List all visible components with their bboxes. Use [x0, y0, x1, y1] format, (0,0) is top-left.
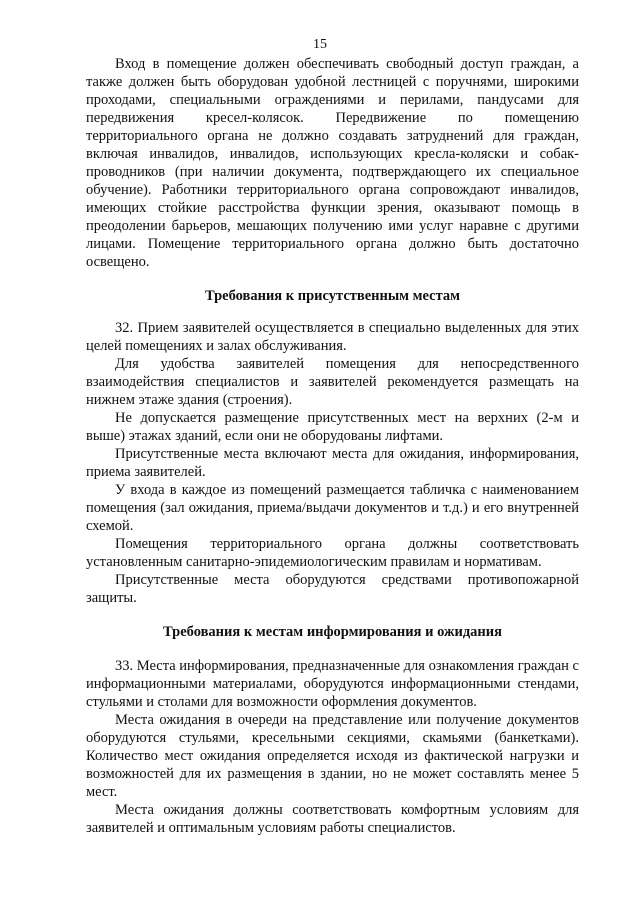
- paragraph-33: 33. Места информирования, предназначенные для ознакомления граждан с информационными материалами, оборудуются информационными стендами, стульями и столами для возможности оформления документов.: [86, 658, 579, 710]
- paragraph-32: 32. Прием заявителей осуществляется в специально выделенных для этих целей помещениях и залах обслуживания.: [86, 320, 579, 354]
- section-heading-information-waiting: Требования к местам информирования и ожидания: [163, 624, 502, 640]
- paragraph-entrance-sign: У входа в каждое из помещений размещается табличка с наименованием помещения (зал ожидания, приема/выдачи документов и т.д.) и его внутренней схемой.: [86, 482, 579, 534]
- document-body: [86, 55, 579, 837]
- paragraph-waiting-places: Места ожидания в очереди на представление или получение документов оборудуются стульями, кресельными секциями, скамьями (банкетками). Количество мест ожидания определяется исходя из фактической нагрузки и возможностей для их размещения в здании, но не может составлять менее 5 мест.: [86, 712, 579, 800]
- paragraph-fire-protection: Присутственные места оборудуются средствами противопожарной защиты.: [86, 572, 579, 606]
- intro-paragraph: Вход в помещение должен обеспечивать свободный доступ граждан, а также должен быть оборудован удобной лестницей с поручнями, широкими проходами, специальными ограждениями и перилами, пандусами для передвижения кресел-колясок. Передвижение по помещению территориального органа не должно создавать затруднений для граждан, включая инвалидов, инвалидов, использующих кресла-коляски и собак-проводников (при наличии документа, подтверждающего их специальное обучение). Работники территориального органа сопровождают инвалидов, имеющих стойкие расстройства функции зрения, оказывают помощь в преодолении барьеров, мешающих получению ими услуг наравне с другими лицами. Помещение территориального органа должно быть достаточно освещено.: [86, 56, 579, 270]
- paragraph-sanitary-rules: Помещения территориального органа должны соответствовать установленным санитарно-эпидемиологическим правилам и нормативам.: [86, 536, 579, 570]
- section-heading-attendance-places: Требования к присутственным местам: [204, 288, 461, 304]
- paragraph-places-include: Присутственные места включают места для ожидания, информирования, приема заявителей.: [86, 446, 579, 480]
- paragraph-upper-floors: Не допускается размещение присутственных мест на верхних (2-м и выше) этажах зданий, если они не оборудованы лифтами.: [86, 410, 579, 444]
- paragraph-comfort-conditions: Места ожидания должны соответствовать комфортным условиям для заявителей и оптимальным условиям работы специалистов.: [86, 802, 579, 836]
- paragraph-convenience: Для удобства заявителей помещения для непосредственного взаимодействия специалистов и заявителей рекомендуется размещать на нижнем этаже здания (строения).: [86, 356, 579, 408]
- page-number: 15: [313, 37, 327, 52]
